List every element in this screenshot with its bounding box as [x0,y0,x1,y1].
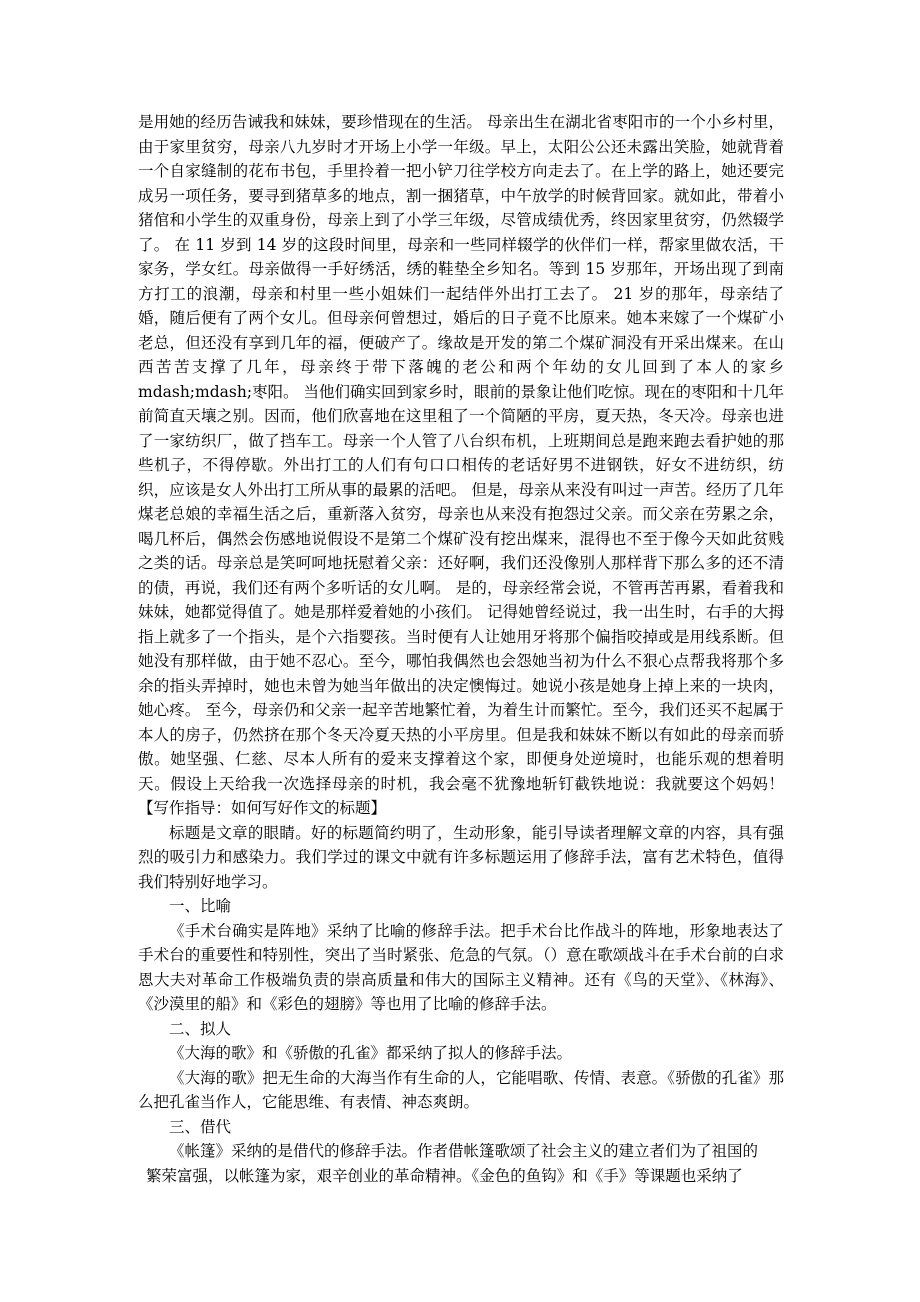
section-heading-metaphor: 一、比喻 [169,897,232,915]
section-paragraph: 《大海的歌》和《骄傲的孔雀》都采纳了拟人的修辞手法。 [169,1044,573,1062]
section-paragraph: 《大海的歌》把无生命的大海当作有生命的人，它能唱歌、传情、表意。《骄傲的孔雀》那么把孔雀当作人，它能思维、有表情、神态爽朗。 [138,1068,784,1111]
section-heading-personification: 二、拟人 [169,1019,232,1038]
document-page [138,110,784,1188]
intro-paragraph: 标题是文章的眼睛。好的标题简约明了，生动形象，能引导读者理解文章的内容，具有强烈的吸引力和感染力。我们学过的课文中就有许多标题运用了修辞手法，富有艺术特色，值得我们特别好地学习。 [138,823,784,891]
section-paragraph: 《帐篷》采纳的是借代的修辞手法。作者借帐篷歌颂了社会主义的建立者们为了祖国的 [169,1142,759,1160]
section-paragraph: 繁荣富强，以帐篷为家，艰辛创业的革命精神。《金色的鱼钩》和《手》等课题也采纳了 [146,1166,743,1185]
story-paragraph: 是用她的经历告诫我和妹妹，要珍惜现在的生活。 母亲出生在湖北省枣阳市的一个小乡村里，由于家里贫穷，母亲八九岁时才开场上小学一年级。早上，太阳公公还未露出笑脸，她就背着一个自家缝制的花布书包，手里拎着一把小铲刀往学校方向走去了。在上学的路上，她还要完成另一项任务，要寻到猪草多的地点，割一捆猪草，中午放学的时候背回家。就如此，带着小猪倌和小学生的双重身份，母亲上到了小学三年级，尽管成绩优秀，终因家里贫穷，仍然辍学了。 在 11 岁到 14 岁的这段时间里，母亲和一些同样辍学的伙伴们一样，帮家里做农活，干家务，学女红。母亲做得一手好绣活，绣的鞋垫全乡知名。等到 15 岁那年，开场出现了到南方打工的浪潮，母亲和村里一些小姐妹们一起结伴外出打工去了。 21 岁的那年，母亲结了婚，随后便有了两个女儿。但母亲何曾想过，婚后的日子竟不比原来。她本来嫁了一个煤矿小老总，但还没有享到几年的福，便破产了。缘故是开发的第二个煤矿洞没有开采出煤来。在山西苦苦支撑了几年，母亲终于带下落魄的老公和两个年幼的女儿回到了本人的家乡 mdash;mdash;枣阳。 当他们确实回到家乡时，眼前的景象让他们吃惊。现在的枣阳和十几年前简直天壤之别。因而，他们欣喜地在这里租了一个简陋的平房，夏天热，冬天冷。母亲也进了一家纺织厂，做了挡车工。母亲一个人管了八台织布机，上班期间总是跑来跑去看护她的那些机子，不得停歇。外出打工的人们有句口口相传的老话好男不进钢铁，好女不进纺织，纺织，应该是女人外出打工所从事的最累的活吧。 但是，母亲从来没有叫过一声苦。经历了几年煤老总娘的幸福生活之后，重新落入贫穷，母亲也从来没有抱怨过父亲。而父亲在劳累之余，喝几杯后，偶然会伤感地说假设不是第二个煤矿没有挖出煤来，混得也不至于像今天如此贫贱之类的话。母亲总是笑呵呵地抚慰着父亲：还好啊，我们还没像别人那样背下那么多的还不清的债，再说，我们还有两个多听话的女儿啊。 是的，母亲经常会说，不管再苦再累，看着我和妹妹，她都觉得值了。她是那样爱着她的小孩们。 记得她曾经说过，我一出生时，右手的大拇指上就多了一个指头，是个六指婴孩。当时便有人让她用牙将那个偏指咬掉或是用线系断。但她没有那样做，由于她不忍心。至今，哪怕我偶然也会怨她当初为什么不狠心点帮我将那个多余的指头弄掉时，她也未曾为她当年做出的决定懊悔过。她说小孩是她身上掉上来的一块肉，她心疼。 至今，母亲仍和父亲一起辛苦地繁忙着，为着生计而繁忙。至今，我们还买不起属于本人的房子，仍然挤在那个冬天冷夏天热的小平房里。但是我和妹妹不断以有如此的母亲而骄傲。她坚强、仁慈、尽本人所有的爱来支撑着这个家，即便身处逆境时，也能乐观的想着明天。假设上天给我一次选择母亲的时机，我会毫不犹豫地斩钉截铁地说：我就要这个妈妈！ 【写作指导：如何写好作文的标题】 [138,113,784,817]
section-heading-metonymy: 三、借代 [169,1117,232,1136]
section-paragraph: 《手术台确实是阵地》采纳了比喻的修辞手法。把手术台比作战斗的阵地，形象地表达了手术台的重要性和特别性，突出了当时紧张、危急的气氛。（）意在歌颂战斗在手术台前的白求恩大夫对革命工作极端负责的崇高质量和伟大的国际主义精神。还有《鸟的天堂》、《林海》、《沙漠里的船》和《彩色的翅膀》等也用了比喻的修辞手法。 [138,921,784,1013]
